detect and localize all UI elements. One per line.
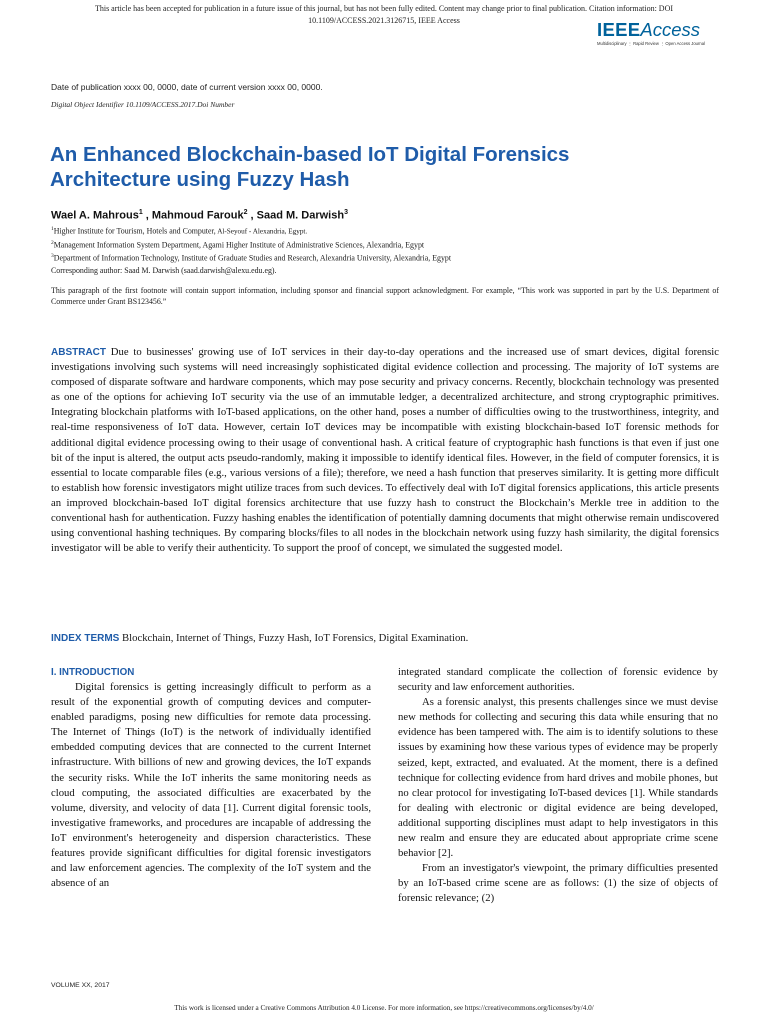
logo-brand: IEEE	[597, 19, 641, 40]
abstract-text: Due to businesses' growing use of IoT services in their day-to-day operations and the increased use of smart devices, digital forensic investigations involving such systems will need increasingly sophisticated digital evidence collection and processing. The majority of IoT systems are composed of disparate software and hardware components, which may pose security and privacy concerns. Recently, blockchain technology was presented as one of the options for achieving IoT security via the use of an immutable ledger, a decentralized architecture, and strong cryptographic primitives. Integrating blockchain platforms with IoT-based applications, on the other hand, poses a number of difficulties owing to the trustworthiness, integrity, and real-time responsiveness of IoT data. However, certain IoT devices may be incompatible with existing blockchain-based IoT forensic methods for additional digital evidence processing owing to their usage of conventional hash. A critical feature of cryptographic hash functions is that even if just one bit of the input is altered, the output acts pseudo-randomly, making it impossible to identify identical files. However, in the field of computer forensics, it is essential to locate comparable files (e.g., various versions of a file); therefore, we need a hash function that preserves similarity. It is getting more difficult to establish how forensic investigators might utilize traces from such devices. To effectively deal with IoT digital forensics applications, this article presents an improved blockchain-based IoT digital forensics architecture that use fuzzy hash to construct the Blockchain’s Merkle tree in addition to the conventional hash for authentication. Fuzzy hashing enables the identification of potentially damning documents that might otherwise remain undiscovered using conventional hashing techniques. By comparing blocks/files to all nodes in the blockchain network using fuzzy hash similarity, the digital forensics investigator will be able to verify their authenticity. To support the proof of concept, we simulated the suggested model.	[51, 346, 719, 555]
funding-note: This paragraph of the first footnote will contain support information, including sponsor and financial support acknowledgment. For example, “This work was supported in part by the U.S. Department of Commerce under Grant BS123456.”	[51, 286, 719, 306]
index-terms	[51, 631, 719, 646]
author-list	[51, 209, 348, 222]
affiliation: $^2$Management Information System Department, Agami Higher Institute of Administrative Sciences, Alexandria, Egypt	[51, 240, 425, 250]
body-paragraph: As a forensic analyst, this presents challenges since we must devise new methods for collecting and securing this data while ensuring that no evidence has been tampered with. The aim is to identify solutions to these issues by examining how these various types of evidence may be properly seized, kept, extracted, and evaluated. At the moment, there is a defined technique for collecting evidence from hard drives and mobile phones, but no clear protocol for investigating IoT-based devices [1]. While standards for dealing with electronic or digital evidence are being developed, additional supporting disciplines must adapt to help investigators in this new realm and ensure they are educated about appropriate crime scene behavior [2].	[398, 696, 718, 860]
abstract-label: ABSTRACT	[51, 347, 106, 358]
logo-product: Access	[640, 19, 700, 40]
acceptance-notice-line1: This article has been accepted for publication in a future issue of this journal, but has not been fully edited. Content may change prior to final publication. Citation information: DOI	[94, 4, 674, 13]
doi-line: Digital Object Identifier 10.1109/ACCESS.2017.Doi Number	[51, 100, 235, 109]
acceptance-notice-line2: 10.1109/ACCESS.2021.3126715, IEEE Access	[308, 16, 460, 25]
author-affil-marker: 2	[243, 209, 248, 216]
ieee-access-logo	[597, 20, 737, 54]
author-name: Wael A. Mahrous	[51, 209, 139, 222]
body-paragraph: Digital forensics is getting increasingly difficult to perform as a result of the exponential growth of computing devices and computer-enabled paradigms, posing new difficulties for remote data processing. The Internet of Things (IoT) is the network of individually identified embedded computing devices that are connected to the current Internet infrastructure. With billions of new and growing devices, the IoT expands the security risks. While the IoT inherits the same monitoring needs as cloud computing, the associated difficulties are exacerbated by the volume, diversity, and velocity of data [1]. Current digital forensic tools, investigative frameworks, and procedures are incapable of addressing the IoT environment's heterogeneity and dispersion characteristics. These features provide significant difficulties for digital forensic investigators and law enforcement agencies. The complexity of the IoT system and the absence of an	[51, 681, 371, 890]
author-name: Mahmoud Farouk	[151, 209, 244, 222]
left-column	[51, 665, 371, 891]
license-footer: This work is licensed under a Creative Commons Attribution 4.0 License. For more information, see https://creativecommons.org/licenses/by/4.0/	[174, 1004, 594, 1012]
affiliation: $^3$Department of Information Technology, Institute of Graduate Studies and Research, Alexandria University, Alexandria, Egypt	[51, 253, 452, 264]
author-name: Saad M. Darwish	[256, 209, 345, 222]
author-affil-marker: 1	[138, 209, 143, 216]
body-paragraph: integrated standard complicate the collection of forensic evidence by security and law enforcement authorities.	[398, 666, 718, 694]
volume-footer: VOLUME XX, 2017	[51, 982, 110, 989]
index-terms-text: Blockchain, Internet of Things, Fuzzy Hash, IoT Forensics, Digital Examination.	[122, 632, 469, 644]
right-column	[398, 665, 718, 907]
author-separator: ,	[247, 209, 257, 222]
section-heading-introduction: I. INTRODUCTION	[51, 667, 135, 678]
paper-title-line1: An Enhanced Blockchain-based IoT Digital Forensics	[50, 143, 570, 166]
paper-title	[50, 142, 670, 192]
paper-title-line2: Architecture using Fuzzy Hash	[50, 168, 350, 191]
logo-tagline: Multidisciplinary ⋮ Rapid Review ⋮ Open Access Journal	[597, 41, 705, 46]
author-separator: ,	[142, 209, 152, 222]
publication-date: Date of publication xxxx 00, 0000, date of current version xxxx 00, 0000.	[51, 82, 323, 92]
index-terms-label: INDEX TERMS	[51, 633, 120, 644]
author-affil-marker: 3	[344, 209, 348, 216]
corresponding-author: Corresponding author: Saad M. Darwish (saad.darwish@alexu.edu.eg).	[51, 266, 277, 275]
affiliation-list	[51, 224, 731, 265]
abstract	[51, 345, 719, 556]
affiliation: $^1$Higher Institute for Tourism, Hotels and Computer, Al-Seyouf - Alexandria, Egypt.	[51, 226, 308, 236]
body-paragraph: From an investigator's viewpoint, the primary difficulties presented by an IoT-based crime scene are as follows: (1) the size of objects of forensic relevance; (2)	[398, 862, 718, 905]
logo-wordmark	[597, 20, 737, 40]
